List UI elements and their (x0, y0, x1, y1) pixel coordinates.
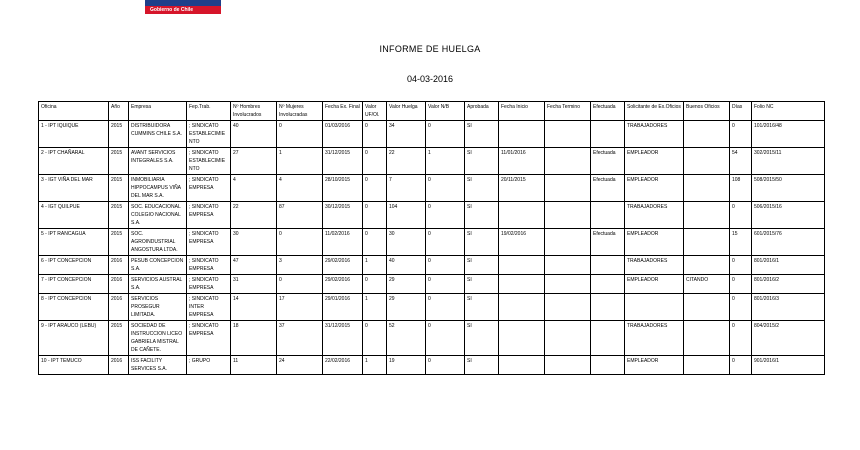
table-cell (545, 202, 591, 229)
table-cell: 7 - IPT CONCEPCION (39, 275, 109, 294)
table-cell: SERVICIOS AUSTRAL S.A. (129, 275, 187, 294)
table-cell: 28/10/2015 (323, 175, 363, 202)
table-cell: Efectuada (591, 175, 625, 202)
table-cell: 18 (231, 321, 277, 356)
table-cell: 0 (363, 148, 387, 175)
table-cell: SI (465, 256, 499, 275)
table-cell: 30/12/2015 (323, 202, 363, 229)
table-cell: ; SINDICATO EMPRESA (187, 256, 231, 275)
table-cell: 0 (426, 321, 465, 356)
table-cell: TRABAJADORES (625, 121, 684, 148)
table-cell: 3 - IGT VIÑA DEL MAR (39, 175, 109, 202)
table-cell (684, 175, 730, 202)
table-cell: 101/2016/48 (752, 121, 825, 148)
table-cell: 1 (426, 148, 465, 175)
table-cell: 29 (387, 275, 426, 294)
table-cell: 8 - IPT CONCEPCION (39, 294, 109, 321)
table-cell: 1 (363, 256, 387, 275)
table-cell: 801/2016/1 (752, 256, 825, 275)
table-cell: EMPLEADOR (625, 275, 684, 294)
table-cell: 40 (387, 256, 426, 275)
table-cell: 54 (730, 148, 752, 175)
table-cell: 108 (730, 175, 752, 202)
table-cell: SI (465, 294, 499, 321)
table-cell: 6 - IPT CONCEPCION (39, 256, 109, 275)
column-header: Días (730, 102, 752, 121)
table-cell: SI (465, 356, 499, 375)
table-cell: SI (465, 148, 499, 175)
table-cell: SI (465, 275, 499, 294)
table-row (39, 148, 825, 175)
table-cell: 29/02/2016 (323, 275, 363, 294)
table-cell: 0 (426, 256, 465, 275)
column-header: Valor UF/Ol. (363, 102, 387, 121)
table-cell: 22 (231, 202, 277, 229)
table-cell (499, 356, 545, 375)
table-row (39, 202, 825, 229)
table-cell: 0 (426, 121, 465, 148)
table-cell: TRABAJADORES (625, 256, 684, 275)
table-header (39, 102, 825, 121)
table-cell (499, 121, 545, 148)
table-cell: SI (465, 229, 499, 256)
table-cell (684, 148, 730, 175)
table-cell: 31/12/2015 (323, 148, 363, 175)
table-cell: Efectuada (591, 148, 625, 175)
column-header: Aprobada (465, 102, 499, 121)
table-cell: 87 (277, 202, 323, 229)
table-cell: 14 (231, 294, 277, 321)
table-cell: 0 (426, 294, 465, 321)
table-cell: SI (465, 202, 499, 229)
table-cell (591, 202, 625, 229)
table-cell: 0 (363, 121, 387, 148)
table-cell (684, 121, 730, 148)
table-cell: 0 (426, 175, 465, 202)
table-cell: 5 - IPT RANCAGUA (39, 229, 109, 256)
table-cell: 508/2015/50 (752, 175, 825, 202)
table-cell: 24 (277, 356, 323, 375)
table-cell: 30 (387, 229, 426, 256)
table-cell (591, 356, 625, 375)
table-cell: 01/03/2016 (323, 121, 363, 148)
table-row (39, 175, 825, 202)
table-cell: 0 (277, 229, 323, 256)
table-cell: EMPLEADOR (625, 175, 684, 202)
table-cell: 0 (730, 121, 752, 148)
table-cell: 2015 (109, 229, 129, 256)
table-cell (499, 202, 545, 229)
table-row (39, 229, 825, 256)
table-cell: EMPLEADOR (625, 148, 684, 175)
table-cell (684, 321, 730, 356)
table-cell: 0 (363, 175, 387, 202)
table-cell: 3 (277, 256, 323, 275)
table-cell: 506/2015/16 (752, 202, 825, 229)
table-cell: 104 (387, 202, 426, 229)
table-cell: 11 (231, 356, 277, 375)
table-cell (591, 121, 625, 148)
table-cell: 4 - IGT QUILPUE (39, 202, 109, 229)
table-cell: 19/02/2016 (499, 229, 545, 256)
table-cell: 11/01/2016 (499, 148, 545, 175)
table-cell: ; SINDICATO ESTABLECIMIENTO (187, 148, 231, 175)
column-header: Valor Huelga (387, 102, 426, 121)
table-cell: Efectuada (591, 229, 625, 256)
table-cell: 11/02/2016 (323, 229, 363, 256)
table-cell (684, 256, 730, 275)
column-header: Folio NC (752, 102, 825, 121)
table-cell (591, 256, 625, 275)
table-cell (591, 294, 625, 321)
table-cell: 2 - IPT CHAÑARAL (39, 148, 109, 175)
table-cell: SI (465, 121, 499, 148)
table-cell: 1 (277, 148, 323, 175)
table-cell: EMPLEADOR (625, 229, 684, 256)
table-cell: 2015 (109, 148, 129, 175)
table-cell (545, 356, 591, 375)
table-cell: 1 (363, 356, 387, 375)
table-cell: 2016 (109, 294, 129, 321)
table-cell (499, 294, 545, 321)
table-row (39, 294, 825, 321)
table-cell: AVANT SERVICIOS INTEGRALES S.A. (129, 148, 187, 175)
table-cell: 29 (387, 294, 426, 321)
table-cell (545, 275, 591, 294)
table-cell: ; GRUPO (187, 356, 231, 375)
table-cell: 801/2016/3 (752, 294, 825, 321)
table-cell (545, 229, 591, 256)
column-header: Nº Hombres Involucrados (231, 102, 277, 121)
table-cell: 0 (277, 275, 323, 294)
table-cell: SOC. AGROINDUSTRIAL ANGOSTURA LTDA. (129, 229, 187, 256)
table-cell: ; SINDICATO EMPRESA (187, 275, 231, 294)
table-cell: ; SINDICATO ESTABLECIMIENTO (187, 121, 231, 148)
table-cell: 4 (277, 175, 323, 202)
table-cell: 37 (277, 321, 323, 356)
table-cell: 34 (387, 121, 426, 148)
column-header: Año (109, 102, 129, 121)
table-cell: 20/11/2015 (499, 175, 545, 202)
column-header: Oficina (39, 102, 109, 121)
table-cell: 2015 (109, 175, 129, 202)
table-cell: 0 (426, 229, 465, 256)
table-cell: 22/02/2016 (323, 356, 363, 375)
table-cell: SERVICIOS PROSEGUR LIMITADA. (129, 294, 187, 321)
table-cell (545, 294, 591, 321)
column-header: Buenos Oficios (684, 102, 730, 121)
column-header: Solicitante de Ex.Oficios (625, 102, 684, 121)
table-cell: 0 (277, 121, 323, 148)
table-cell: ; SINDICATO EMPRESA (187, 229, 231, 256)
table-cell: 0 (363, 275, 387, 294)
table-cell: 29/01/2016 (323, 294, 363, 321)
table-cell: 1 (363, 294, 387, 321)
table-cell: ; SINDICATO EMPRESA (187, 202, 231, 229)
table-cell (545, 256, 591, 275)
table-cell: 0 (730, 202, 752, 229)
table-cell: 0 (426, 202, 465, 229)
table-cell: 0 (730, 275, 752, 294)
table-cell: 47 (231, 256, 277, 275)
table-cell: 40 (231, 121, 277, 148)
table-cell: 0 (426, 356, 465, 375)
table-cell: 0 (363, 229, 387, 256)
table-cell: 10 - IPT TEMUCO (39, 356, 109, 375)
table-cell: 30 (231, 229, 277, 256)
table-cell: 0 (426, 275, 465, 294)
table-cell: DISTRIBUIDORA CUMMINS CHILE S.A. (129, 121, 187, 148)
logo-red-band (145, 6, 221, 14)
table-cell: 22 (387, 148, 426, 175)
table-cell (545, 121, 591, 148)
column-header: Fecha Ex. Final (323, 102, 363, 121)
table-cell: 1 - IPT IQUIQUE (39, 121, 109, 148)
table-cell (684, 356, 730, 375)
table-cell: 2015 (109, 202, 129, 229)
report-title: INFORME DE HUELGA (379, 44, 481, 54)
table-cell: 601/2015/76 (752, 229, 825, 256)
column-header: Fecha Termino (545, 102, 591, 121)
table-cell: TRABAJADORES (625, 202, 684, 229)
table-cell: TRABAJADORES (625, 321, 684, 356)
column-header: Efectuada (591, 102, 625, 121)
table-cell: 302/2015/11 (752, 148, 825, 175)
table-cell (499, 256, 545, 275)
table-cell: 4 (231, 175, 277, 202)
table-cell: 0 (730, 294, 752, 321)
table-cell: ; SINDICATO INTER EMPRESA (187, 294, 231, 321)
government-logo (145, 0, 221, 14)
column-header: Fecha Inicio (499, 102, 545, 121)
table-cell: 901/2016/1 (752, 356, 825, 375)
table-cell: 804/2015/2 (752, 321, 825, 356)
table-cell: 0 (363, 202, 387, 229)
table-cell (545, 321, 591, 356)
table-cell: SI (465, 175, 499, 202)
table-cell: 15 (730, 229, 752, 256)
table-cell: 17 (277, 294, 323, 321)
table-cell: SOCIEDAD DE INSTRUCCION LICEO GABRIELA MISTRAL DE CAÑETE. (129, 321, 187, 356)
table-body (39, 121, 825, 375)
column-header: Nº Mujeres Involucradas (277, 102, 323, 121)
column-header: Empresa (129, 102, 187, 121)
column-header: Fep.Trab. (187, 102, 231, 121)
table-cell: INMOBILIARIA HIPPOCAMPUS VIÑA DEL MAR S.A. (129, 175, 187, 202)
table-cell: 19 (387, 356, 426, 375)
header-row (39, 102, 825, 121)
table-cell (545, 175, 591, 202)
table-cell: 2016 (109, 275, 129, 294)
table-cell: ; SINDICATO EMPRESA (187, 321, 231, 356)
table-cell: 2016 (109, 256, 129, 275)
table-cell: ISS FACILITY SERVICES S.A. (129, 356, 187, 375)
table-cell: SI (465, 321, 499, 356)
table-cell (684, 202, 730, 229)
table-cell: SOC. EDUCACIONAL COLEGIO NACIONAL S.A. (129, 202, 187, 229)
table-cell (591, 321, 625, 356)
table-cell: 0 (730, 256, 752, 275)
logo-text: Gobierno de Chile (150, 7, 194, 13)
column-header: Valor N/B (426, 102, 465, 121)
table-cell: 0 (730, 356, 752, 375)
table-cell (499, 275, 545, 294)
table-cell (591, 275, 625, 294)
table-row (39, 321, 825, 356)
report-date: 04-03-2016 (406, 74, 454, 84)
table-cell: 2015 (109, 121, 129, 148)
table-cell (499, 321, 545, 356)
table-cell (684, 294, 730, 321)
table-cell: 0 (363, 321, 387, 356)
table-cell: 7 (387, 175, 426, 202)
table-cell (684, 229, 730, 256)
table-cell: 2016 (109, 356, 129, 375)
table-cell: 0 (730, 321, 752, 356)
table-cell: 801/2016/2 (752, 275, 825, 294)
table-row (39, 121, 825, 148)
table-cell (625, 294, 684, 321)
table-cell: 2015 (109, 321, 129, 356)
table-row (39, 256, 825, 275)
table-cell: 9 - IPT ARAUCO (LEBU) (39, 321, 109, 356)
table-cell: 27 (231, 148, 277, 175)
table-cell: 31 (231, 275, 277, 294)
table-cell: PESUB CONCEPCION S.A. (129, 256, 187, 275)
table-cell: ; SINDICATO EMPRESA (187, 175, 231, 202)
table-row (39, 356, 825, 375)
table-cell: 31/12/2015 (323, 321, 363, 356)
strike-report-table (38, 101, 825, 375)
table-cell: CITANDO (684, 275, 730, 294)
table-cell: 29/02/2016 (323, 256, 363, 275)
table-cell: EMPLEADOR (625, 356, 684, 375)
table-cell (545, 148, 591, 175)
table-cell: 52 (387, 321, 426, 356)
table-row (39, 275, 825, 294)
